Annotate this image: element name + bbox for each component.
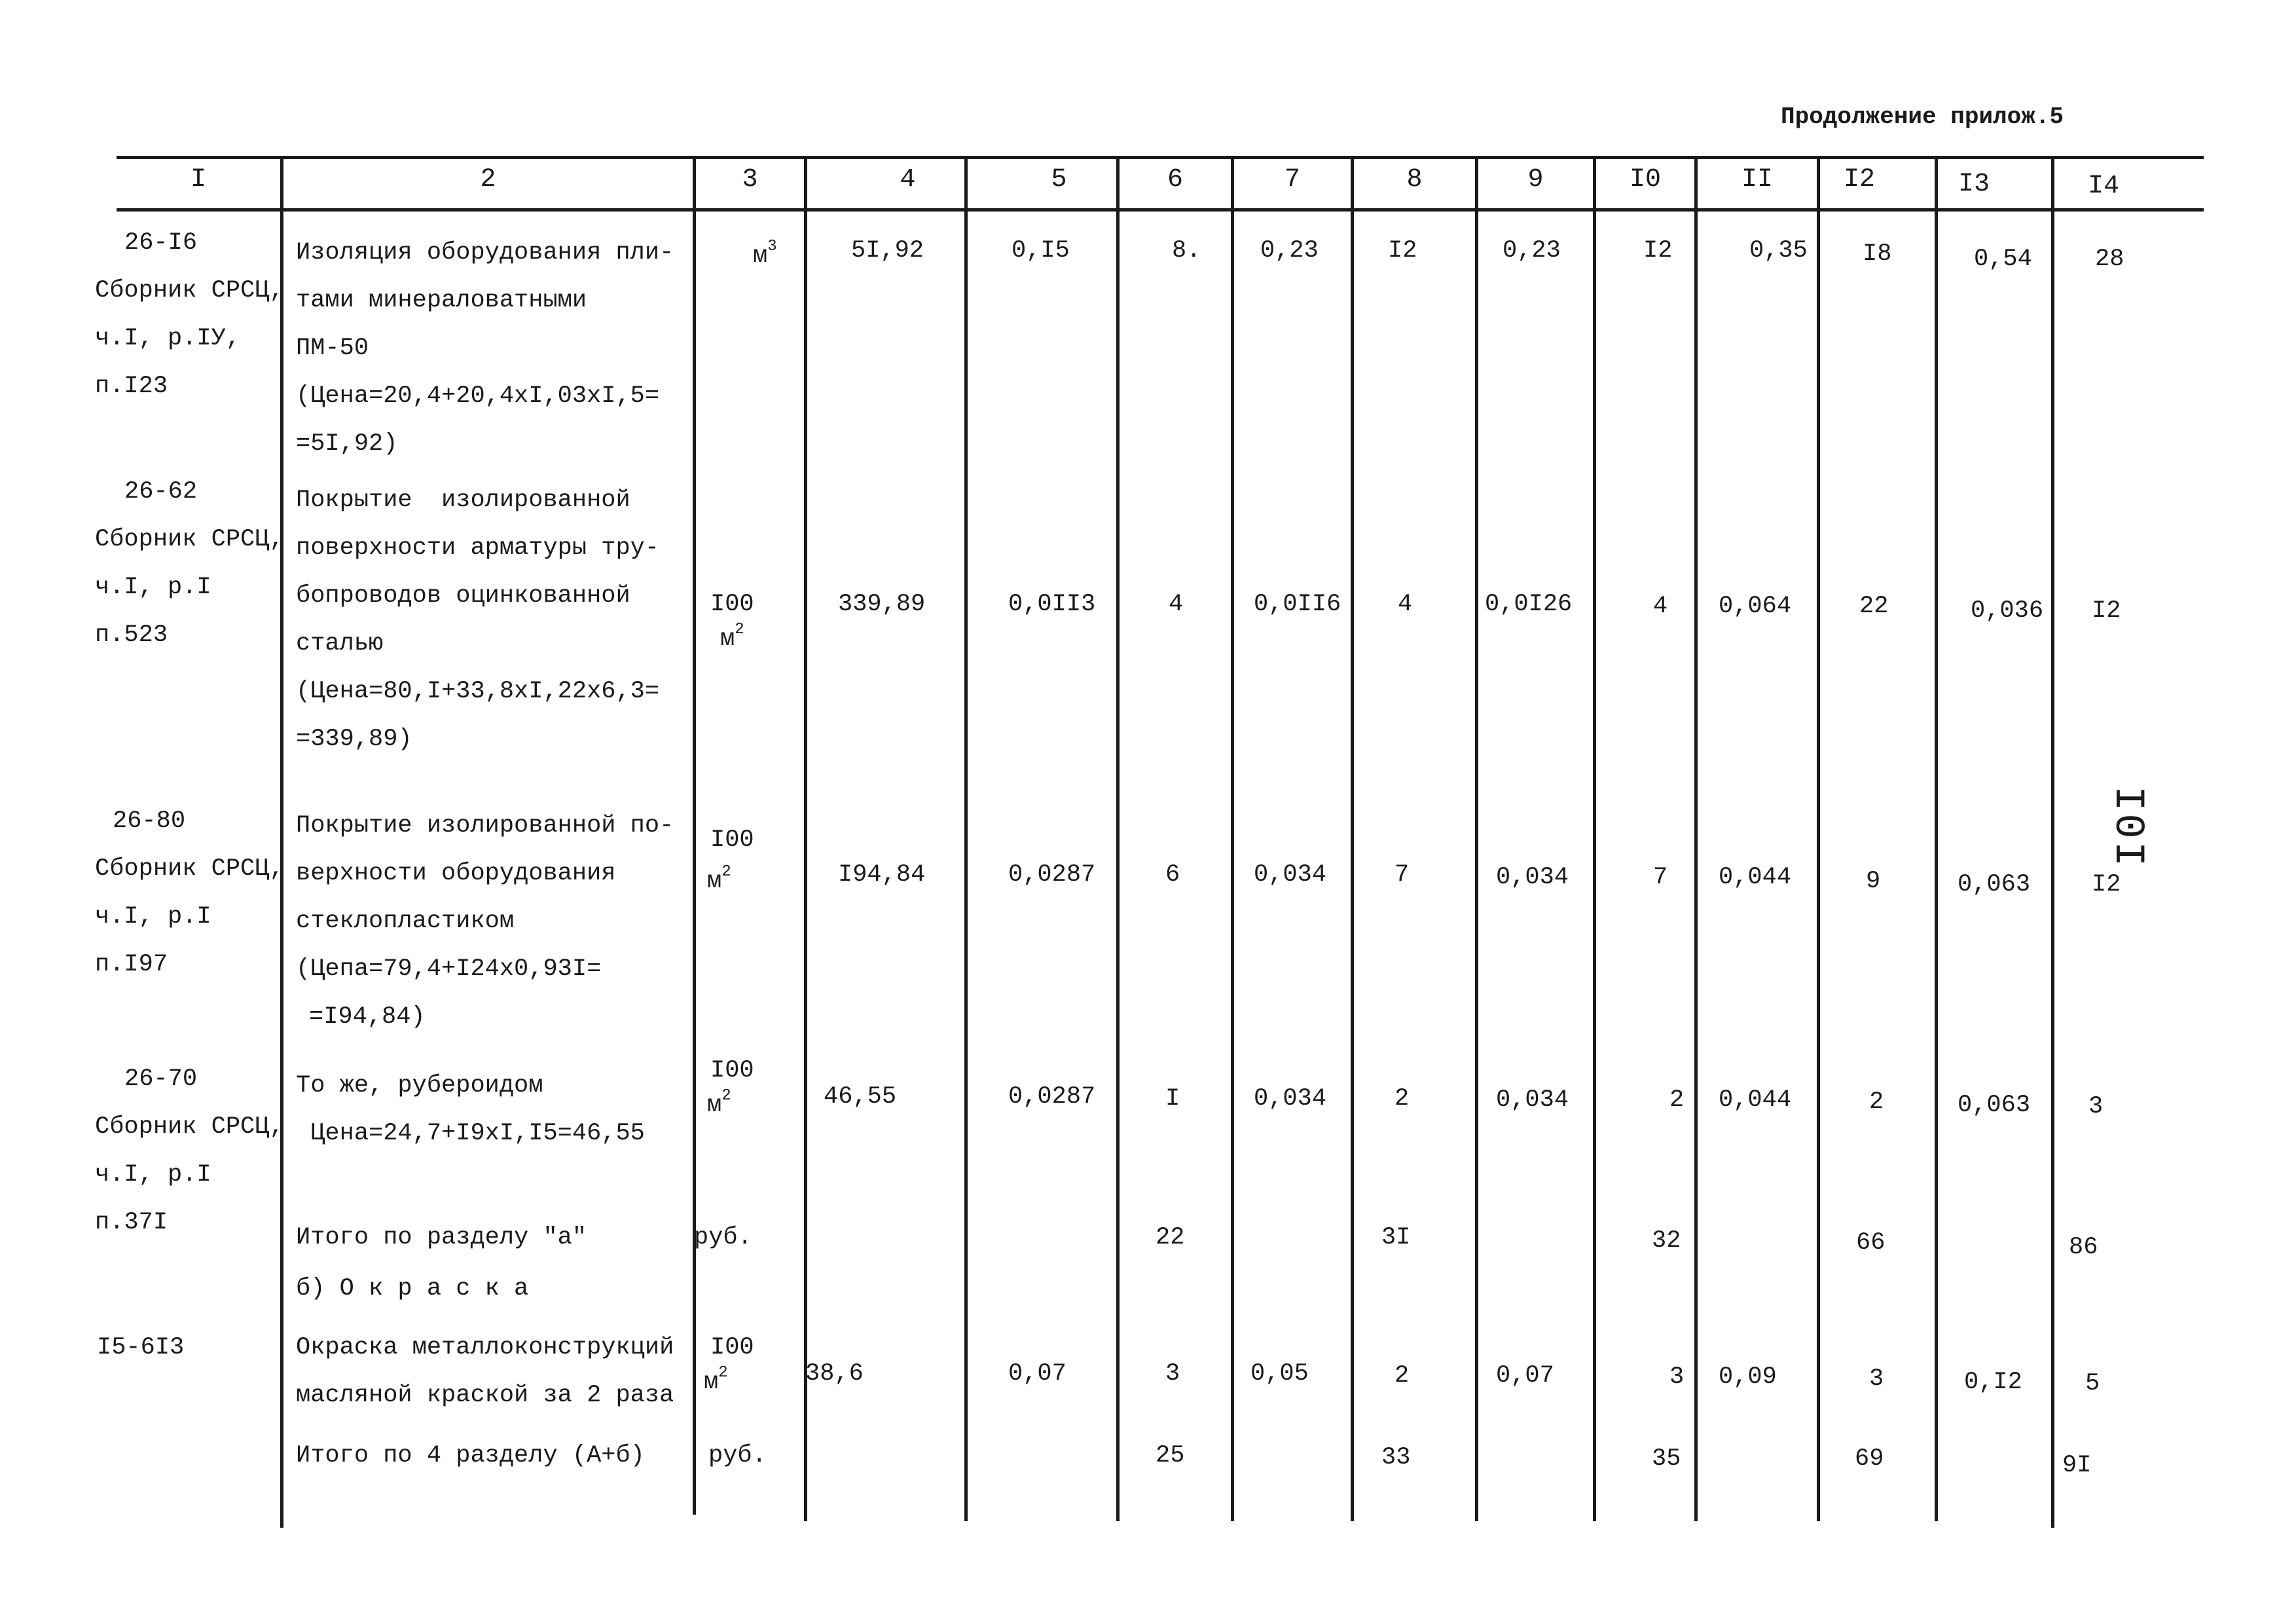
value-cell: 0,I5: [1011, 237, 1070, 265]
value-cell: 2: [1394, 1085, 1410, 1113]
row-description: Окраска металлоконструкций масляной краской за 2 раза: [296, 1334, 674, 1409]
value-cell: 0,036: [1971, 597, 2044, 625]
value-cell: 0,I2: [1964, 1369, 2022, 1396]
column-divider: [1475, 159, 1478, 1521]
unit-cell: руб.: [708, 1442, 767, 1469]
value-cell: 0,07: [1008, 1360, 1066, 1388]
value-cell: 25: [1156, 1442, 1185, 1469]
column-divider: [964, 159, 968, 1521]
column-header: 9: [1527, 165, 1544, 194]
row-description: Покрытие изолированной по- верхности оборудования стеклопластиком (Цепа=79,4+I24х0,93I= =I94,84): [296, 812, 674, 1031]
unit-cell: руб.: [694, 1224, 752, 1251]
column-divider: [1817, 159, 1820, 1521]
row-description: Изоляция оборудования пли- тами минераловатными ПМ-50 (Цена=20,4+20,4хI,03хI,5= =5I,92): [296, 239, 674, 458]
row-reference: I5-6I3: [97, 1334, 185, 1361]
value-cell: 5I,92: [851, 237, 924, 265]
column-divider: [804, 159, 807, 1521]
column-header: I4: [2087, 172, 2119, 201]
value-cell: 22: [1859, 593, 1889, 620]
value-cell: 0,23: [1260, 237, 1319, 265]
value-cell: 7: [1653, 864, 1668, 891]
value-cell: 69: [1855, 1445, 1884, 1473]
value-cell: 0,35: [1749, 237, 1808, 265]
value-cell: 33: [1381, 1444, 1411, 1471]
column-header: 6: [1167, 165, 1183, 194]
value-cell: 3: [1669, 1363, 1685, 1391]
column-divider: [1935, 159, 1938, 1521]
value-cell: 38,6: [805, 1360, 864, 1388]
value-cell: 9I: [2062, 1452, 2092, 1479]
value-cell: 5: [2085, 1370, 2100, 1397]
value-cell: 0,044: [1719, 1086, 1792, 1114]
row-description: То же, рубероидом Цена=24,7+I9хI,I5=46,55: [296, 1072, 645, 1147]
value-cell: 4: [1653, 593, 1668, 620]
value-cell: I94,84: [838, 861, 926, 889]
value-cell: 9: [1866, 868, 1881, 895]
value-cell: 0,034: [1254, 861, 1327, 889]
column-header: 4: [900, 165, 916, 194]
value-cell: 3I: [1381, 1224, 1411, 1251]
column-divider: [1231, 159, 1234, 1521]
value-cell: 0,064: [1719, 593, 1792, 620]
column-header: 8: [1406, 165, 1423, 194]
value-cell: 0,0II6: [1254, 591, 1341, 618]
value-cell: 7: [1394, 861, 1410, 889]
table-top-rule: [117, 156, 2204, 159]
unit-cell: $м^3$: [753, 238, 777, 270]
value-cell: 2: [1869, 1088, 1884, 1116]
unit-cell: I00: [710, 591, 754, 618]
value-cell: 22: [1156, 1224, 1185, 1251]
total-label: Итого по 4 разделу (А+б): [296, 1442, 645, 1469]
value-cell: I2: [1388, 237, 1417, 265]
row-reference: 26-70 Сборник СРСЦ, ч.I, р.I п.37I: [95, 1065, 284, 1236]
column-header: 3: [742, 165, 758, 194]
value-cell: 3: [2088, 1093, 2104, 1120]
value-cell: 0,034: [1496, 864, 1569, 891]
value-cell: 0,07: [1496, 1362, 1554, 1390]
value-cell: 0,54: [1974, 246, 2032, 273]
value-cell: 0,0I26: [1485, 591, 1573, 618]
value-cell: I: [1165, 1085, 1180, 1113]
value-cell: 4: [1169, 591, 1184, 618]
value-cell: I2: [2092, 871, 2121, 898]
value-cell: 0,034: [1254, 1085, 1327, 1113]
value-cell: I2: [2092, 597, 2121, 625]
value-cell: 339,89: [838, 591, 926, 618]
value-cell: 0,09: [1719, 1363, 1777, 1391]
value-cell: 0,23: [1503, 237, 1561, 265]
value-cell: 0,034: [1496, 1086, 1569, 1114]
column-header: I2: [1843, 165, 1875, 194]
value-cell: 0,063: [1958, 871, 2031, 898]
unit-cell: $м^2$: [707, 863, 731, 895]
value-cell: 0,05: [1250, 1360, 1309, 1388]
subtotal-label: Итого по разделу "а": [296, 1224, 587, 1251]
continuation-note: Продолжение прилож.5: [1781, 103, 2064, 130]
unit-cell: I00: [710, 1334, 754, 1361]
unit-cell: $м^2$: [720, 621, 744, 653]
value-cell: 0,0287: [1008, 861, 1096, 889]
unit-cell: I00: [710, 826, 754, 854]
value-cell: 28: [2095, 246, 2124, 273]
column-divider: [2051, 159, 2054, 1528]
column-divider: [693, 159, 696, 1515]
value-cell: 0,0287: [1008, 1083, 1096, 1111]
row-description: Покрытие изолированной поверхности арматуры тру- бопроводов оцинкованной сталью (Цена=80,I+33,8хI,22х6,3= =339,89): [296, 487, 660, 753]
column-header: 5: [1051, 165, 1067, 194]
page-number: I0I: [2104, 786, 2151, 870]
unit-cell: $м^2$: [707, 1087, 731, 1119]
value-cell: 3: [1869, 1365, 1884, 1393]
column-divider: [1694, 159, 1698, 1521]
value-cell: 35: [1652, 1445, 1681, 1473]
value-cell: 66: [1856, 1229, 1886, 1257]
column-divider: [1116, 159, 1120, 1521]
column-header: I3: [1958, 170, 1990, 199]
column-divider: [1593, 159, 1596, 1521]
column-header: 7: [1284, 165, 1300, 194]
column-header: 2: [480, 165, 496, 194]
value-cell: 3: [1165, 1360, 1180, 1388]
column-header: II: [1741, 165, 1773, 194]
row-reference: 26-62 Сборник СРСЦ, ч.I, р.I п.523: [95, 478, 284, 649]
column-header: I0: [1629, 165, 1661, 194]
value-cell: 0,044: [1719, 864, 1792, 891]
value-cell: 2: [1394, 1362, 1410, 1390]
unit-cell: $м^2$: [704, 1364, 728, 1396]
value-cell: 4: [1398, 591, 1413, 618]
value-cell: I8: [1863, 240, 1892, 268]
unit-cell: I00: [710, 1057, 754, 1084]
value-cell: 0,0II3: [1008, 591, 1096, 618]
value-cell: 6: [1165, 861, 1180, 889]
column-divider: [1351, 159, 1354, 1521]
table-header-rule: [117, 208, 2204, 212]
row-reference: 26-I6 Сборник СРСЦ, ч.I, р.IУ, п.I23: [95, 229, 284, 400]
value-cell: I2: [1643, 237, 1673, 265]
value-cell: 46,55: [824, 1083, 897, 1111]
value-cell: 8.: [1172, 237, 1201, 265]
value-cell: 32: [1652, 1227, 1681, 1255]
column-header: I: [190, 165, 206, 194]
value-cell: 2: [1669, 1086, 1685, 1114]
row-reference: 26-80 Сборник СРСЦ, ч.I, р.I п.I97: [95, 807, 284, 978]
value-cell: 0,063: [1958, 1092, 2031, 1119]
value-cell: 86: [2069, 1234, 2098, 1261]
section-heading: б) О к р а с к а: [296, 1275, 529, 1302]
